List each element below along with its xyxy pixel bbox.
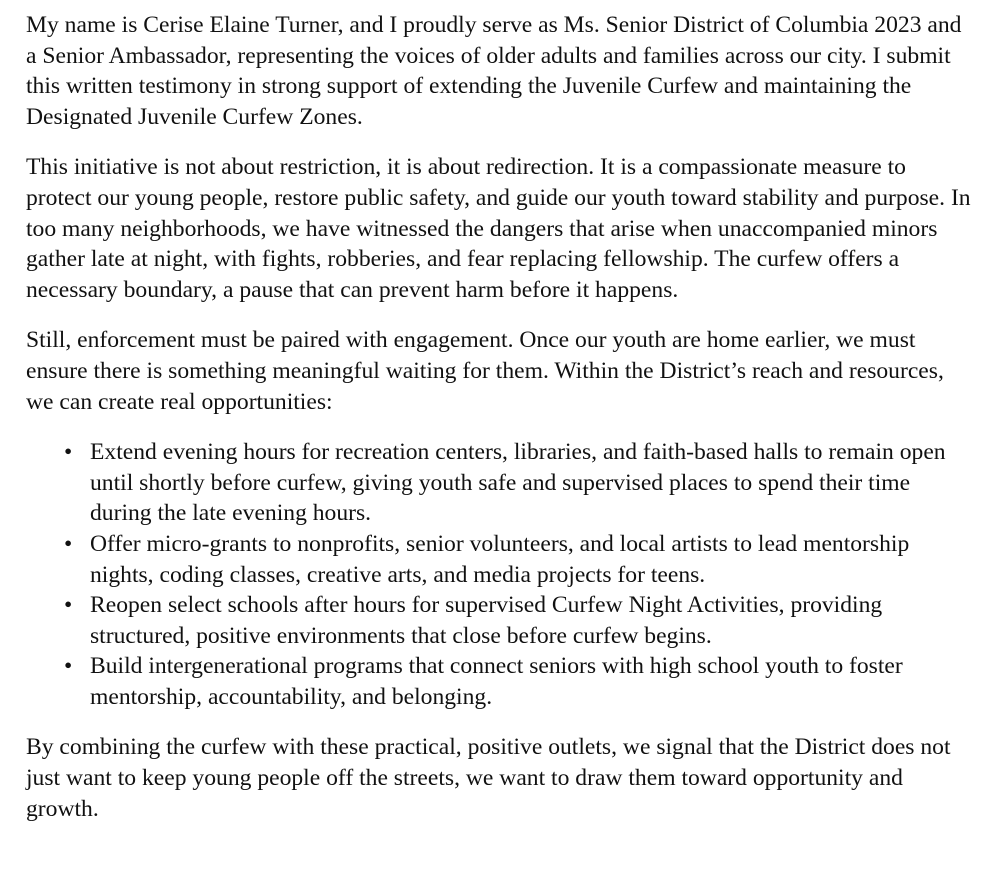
list-item: • Reopen select schools after hours for supervised Curfew Night Activities, providing structured, positive environments that close before curfew begins. (90, 590, 976, 651)
list-item: • Offer micro-grants to nonprofits, senior volunteers, and local artists to lead mentorship nights, coding classes, creative arts, and media projects for teens. (90, 529, 976, 590)
paragraph-redirection: This initiative is not about restriction, it is about redirection. It is a compassionate measure to protect our young people, restore public safety, and guide our youth toward stability and purpose. In too many neighborhoods, we have witnessed the dangers that arise when unaccompanied minors gather late at night, with fights, robberies, and fear replacing fellowship. The curfew offers a necessary boundary, a pause that can prevent harm before it happens. (26, 154, 971, 303)
testimony-document (26, 10, 976, 844)
list-item: • Build intergenerational programs that connect seniors with high school youth to foster mentorship, accountability, and belonging. (90, 651, 976, 712)
opportunities-list (26, 437, 976, 712)
list-item: • Extend evening hours for recreation centers, libraries, and faith-based halls to remain open until shortly before curfew, giving youth safe and supervised places to spend their time during the late evening hours. (90, 437, 976, 529)
paragraph-conclusion: By combining the curfew with these practical, positive outlets, we signal that the District does not just want to keep young people off the streets, we want to draw them toward opportunity and growth. (26, 734, 951, 822)
paragraph-introduction: My name is Cerise Elaine Turner, and I proudly serve as Ms. Senior District of Columbia 2023 and a Senior Ambassador, representing the voices of older adults and families across our city. I submit this written testimony in strong support of extending the Juvenile Curfew and maintaining the Designated Juvenile Curfew Zones. (26, 12, 962, 130)
paragraph-engagement: Still, enforcement must be paired with engagement. Once our youth are home earlier, we must ensure there is something meaningful waiting for them. Within the District’s reach and resources, we can create real opportunities: (26, 327, 944, 415)
